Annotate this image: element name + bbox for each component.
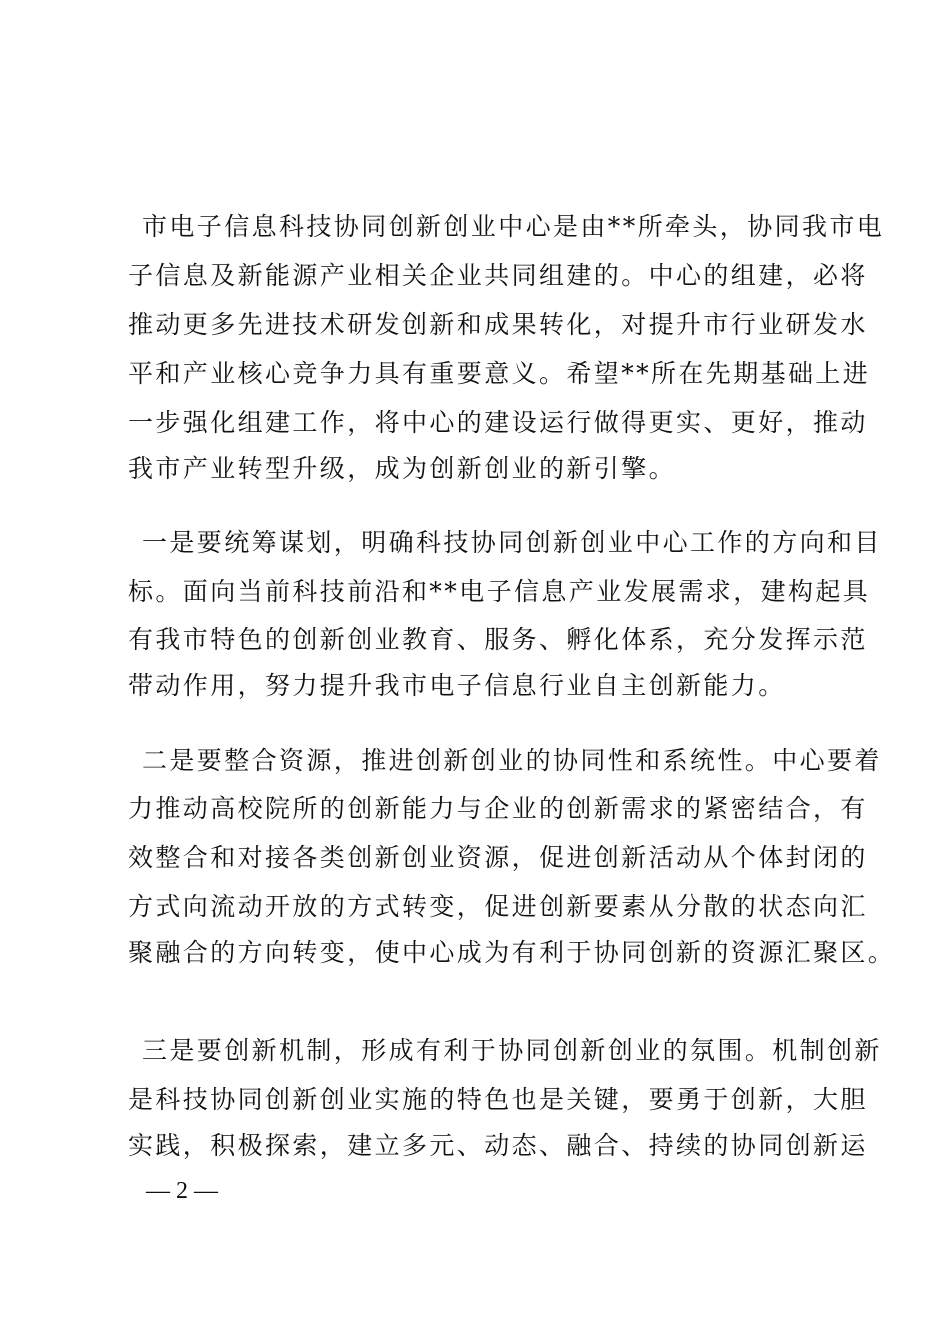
paragraph-line: 二是要整合资源，推进创新创业的协同性和系统性。中心要着 <box>142 746 882 775</box>
paragraph-line: 力推动高校院所的创新能力与企业的创新需求的紧密结合，有 <box>128 794 868 823</box>
paragraph-line: 推动更多先进技术研发创新和成果转化，对提升市行业研发水 <box>128 310 868 339</box>
paragraph-line: 子信息及新能源产业相关企业共同组建的。中心的组建，必将 <box>128 261 868 290</box>
paragraph-line: 聚融合的方向转变，使中心成为有利于协同创新的资源汇聚区。 <box>128 938 896 967</box>
paragraph-line: 标。面向当前科技前沿和**电子信息产业发展需求，建构起具 <box>128 577 871 606</box>
paragraph-line: 方式向流动开放的方式转变，促进创新要素从分散的状态向汇 <box>128 892 868 921</box>
paragraph-line: 我市产业转型升级，成为创新创业的新引擎。 <box>128 454 677 483</box>
paragraph-line: 带动作用，努力提升我市电子信息行业自主创新能力。 <box>128 671 786 700</box>
paragraph-line: 一是要统筹谋划，明确科技协同创新创业中心工作的方向和目 <box>142 528 882 557</box>
paragraph-line: 有我市特色的创新创业教育、服务、孵化体系，充分发挥示范 <box>128 625 868 654</box>
paragraph-line: 三是要创新机制，形成有利于协同创新创业的氛围。机制创新 <box>142 1036 882 1065</box>
paragraph-line: 一步强化组建工作，将中心的建设运行做得更实、更好，推动 <box>128 408 868 437</box>
paragraph-line: 实践，积极探索，建立多元、动态、融合、持续的协同创新运 <box>128 1131 868 1160</box>
paragraph-line: 是科技协同创新创业实施的特色也是关键，要勇于创新，大胆 <box>128 1085 868 1114</box>
paragraph-line: 平和产业核心竞争力具有重要意义。希望**所在先期基础上进 <box>128 359 871 388</box>
page-number: — 2 — <box>146 1178 218 1204</box>
paragraph-line: 效整合和对接各类创新创业资源，促进创新活动从个体封闭的 <box>128 843 868 872</box>
paragraph-line: 市电子信息科技协同创新创业中心是由**所牵头，协同我市电 <box>142 212 885 241</box>
